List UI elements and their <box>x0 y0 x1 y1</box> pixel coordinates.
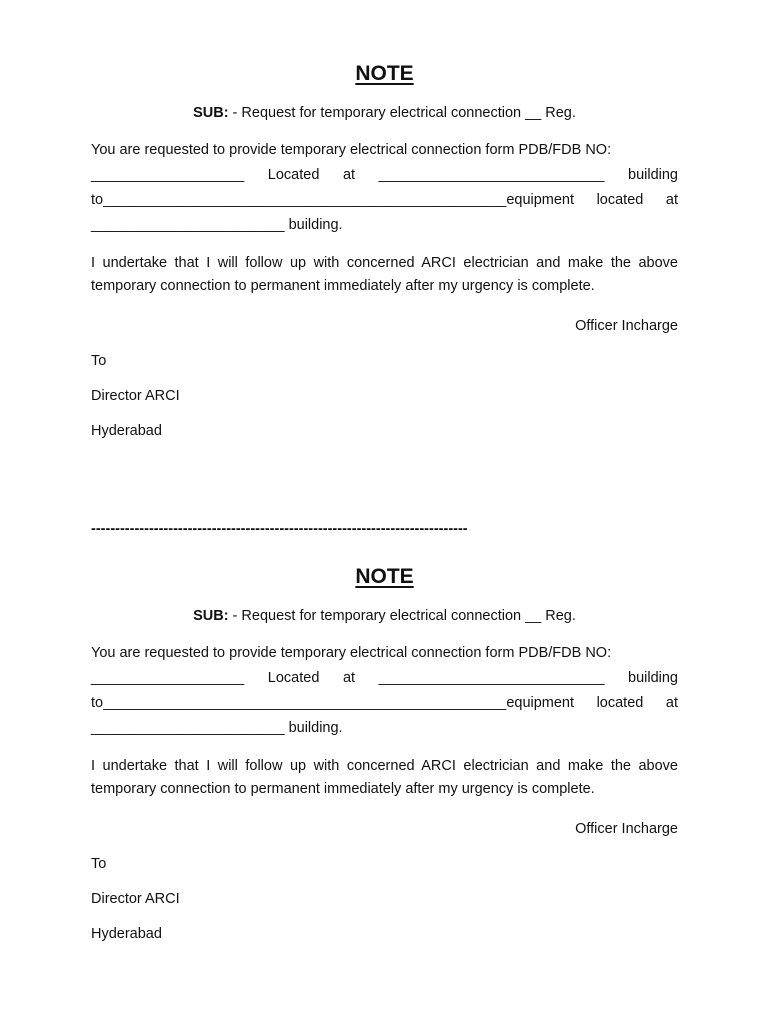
at-word: at <box>342 670 356 686</box>
subject-label: SUB: <box>193 608 229 624</box>
to-label: To <box>91 353 107 369</box>
request-paragraph <box>91 138 678 238</box>
note-block-2 <box>91 565 678 943</box>
located-word: Located <box>267 670 320 686</box>
located-word: Located <box>267 167 320 183</box>
location-blank: ____________________________ <box>378 167 605 183</box>
to-blank: to__________________________________________________equipment <box>91 192 575 208</box>
recipient-name: Director ARCI <box>91 891 180 907</box>
building-word: building <box>628 670 678 686</box>
equipment-word: equipment <box>506 695 575 711</box>
request-row-4 <box>91 213 678 238</box>
to-blank: to__________________________________________________equipment <box>91 695 575 711</box>
request-line: You are requested to provide temporary electrical connection form PDB/FDB NO: <box>91 645 612 661</box>
subject-text: - Request for temporary electrical connection __ Reg. <box>228 608 576 624</box>
cut-divider: ------------------------------------------------------------------------------ <box>91 521 468 537</box>
equipment-word: equipment <box>506 192 575 208</box>
at-word-2: at <box>665 192 678 208</box>
building-end: building. <box>284 720 343 736</box>
note-block-1 <box>91 62 678 440</box>
note-title: NOTE <box>355 565 414 588</box>
pdb-blank: ___________________ <box>91 167 245 183</box>
located-word-2: located <box>596 192 644 208</box>
recipient-city: Hyderabad <box>91 926 162 942</box>
request-paragraph <box>91 641 678 741</box>
request-row-3 <box>91 188 678 213</box>
subject-label: SUB: <box>193 105 229 121</box>
recipient-name: Director ARCI <box>91 388 180 404</box>
at-word-2: at <box>665 695 678 711</box>
building-blank: ________________________ <box>91 720 285 736</box>
building-blank: ________________________ <box>91 217 285 233</box>
building-word: building <box>628 167 678 183</box>
at-word: at <box>342 167 356 183</box>
subject-text: - Request for temporary electrical connection __ Reg. <box>228 105 576 121</box>
request-row-3 <box>91 691 678 716</box>
note-title: NOTE <box>355 62 414 85</box>
located-word-2: located <box>596 695 644 711</box>
request-row-2 <box>91 163 678 188</box>
pdb-blank: ___________________ <box>91 670 245 686</box>
subject-line <box>91 104 678 122</box>
undertake-paragraph: I undertake that I will follow up with concerned ARCI electrician and make the above temporary connection to permanent immediately after my urgency is complete. <box>91 758 678 797</box>
undertake-paragraph: I undertake that I will follow up with concerned ARCI electrician and make the above temporary connection to permanent immediately after my urgency is complete. <box>91 255 678 294</box>
subject-line <box>91 607 678 625</box>
request-row-2 <box>91 666 678 691</box>
to-label: To <box>91 856 107 872</box>
request-row-4 <box>91 716 678 741</box>
officer-signature: Officer Incharge <box>575 318 678 334</box>
recipient-city: Hyderabad <box>91 423 162 439</box>
location-blank: ____________________________ <box>378 670 605 686</box>
officer-signature: Officer Incharge <box>575 821 678 837</box>
request-line: You are requested to provide temporary electrical connection form PDB/FDB NO: <box>91 142 612 158</box>
building-end: building. <box>284 217 343 233</box>
